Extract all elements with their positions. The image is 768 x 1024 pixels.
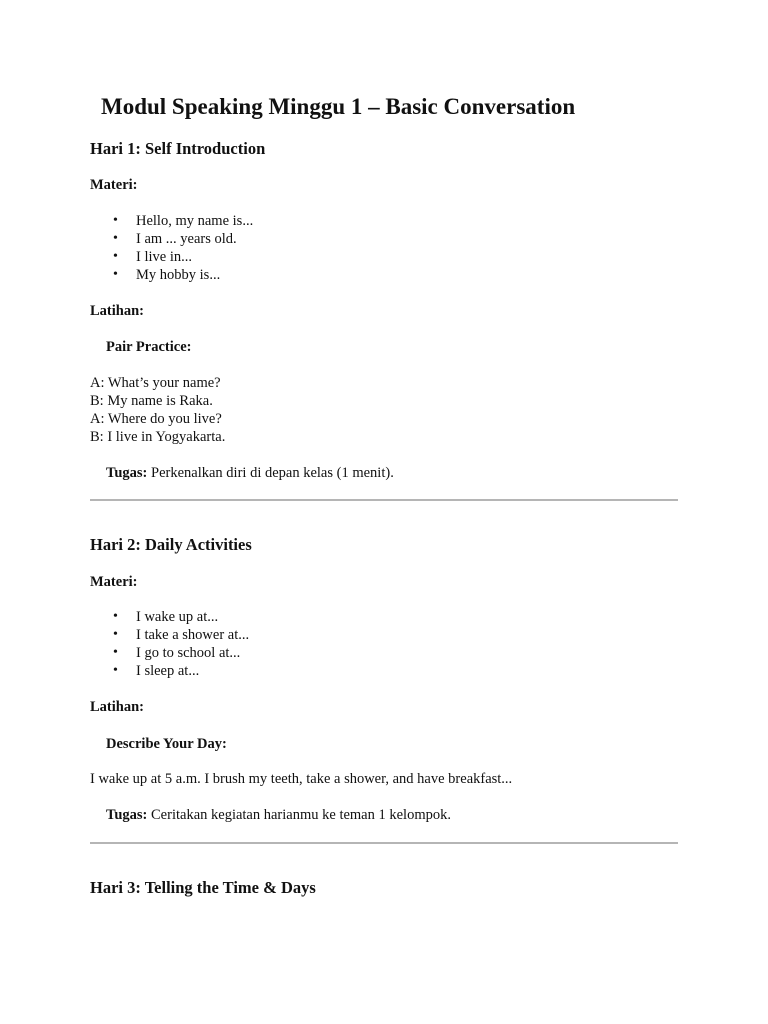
bullet-icon: • [113,609,118,624]
bullet-icon: • [113,645,118,660]
day1-task [106,463,394,483]
day2-heading: Hari 2: Daily Activities [90,535,252,554]
day2-latihan-label: Latihan: [90,699,144,715]
day2-task [106,805,451,825]
day1-materi-label: Materi: [90,177,138,193]
day1-practice-label: Pair Practice: [106,339,192,355]
section-divider [90,842,678,844]
day2-task-label: Tugas: [106,807,148,823]
day2-materi-list [90,608,249,680]
document-title: Modul Speaking Minggu 1 – Basic Conversation [101,94,576,119]
dialog-line: B: I live in Yogyakarta. [90,429,226,445]
bullet-icon: • [113,267,118,282]
day1-latihan-label: Latihan: [90,303,144,319]
dialog-line: B: My name is Raka. [90,393,213,409]
list-item: • My hobby is... [113,267,221,283]
day1-heading: Hari 1: Self Introduction [90,139,266,158]
day3-heading: Hari 3: Telling the Time & Days [90,878,316,897]
list-item: • I sleep at... [113,663,200,679]
bullet-icon: • [113,249,118,264]
dialog-line: A: What’s your name? [90,375,221,391]
list-item: • I go to school at... [113,645,241,661]
bullet-icon: • [113,213,118,228]
list-item: • I live in... [113,249,192,265]
day2-task-text: Ceritakan kegiatan harianmu ke teman 1 kelompok. [147,807,451,823]
dialog-line: A: Where do you live? [90,411,222,427]
list-item: • I am ... years old. [113,231,237,247]
bullet-icon: • [113,663,118,678]
day1-task-label: Tugas: [106,465,148,481]
list-item: • I take a shower at... [113,627,250,643]
day1-materi-list [90,212,253,284]
bullet-icon: • [113,231,118,246]
day2-paragraph: I wake up at 5 a.m. I brush my teeth, take a shower, and have breakfast... [90,771,513,787]
list-item: • Hello, my name is... [113,213,254,229]
section-divider [90,499,678,501]
day2-materi-label: Materi: [90,574,138,590]
day1-dialog [90,374,225,446]
list-item: • I wake up at... [113,609,219,625]
bullet-icon: • [113,627,118,642]
day1-task-text: Perkenalkan diri di depan kelas (1 menit). [147,465,394,481]
day2-practice-label: Describe Your Day: [106,736,227,752]
